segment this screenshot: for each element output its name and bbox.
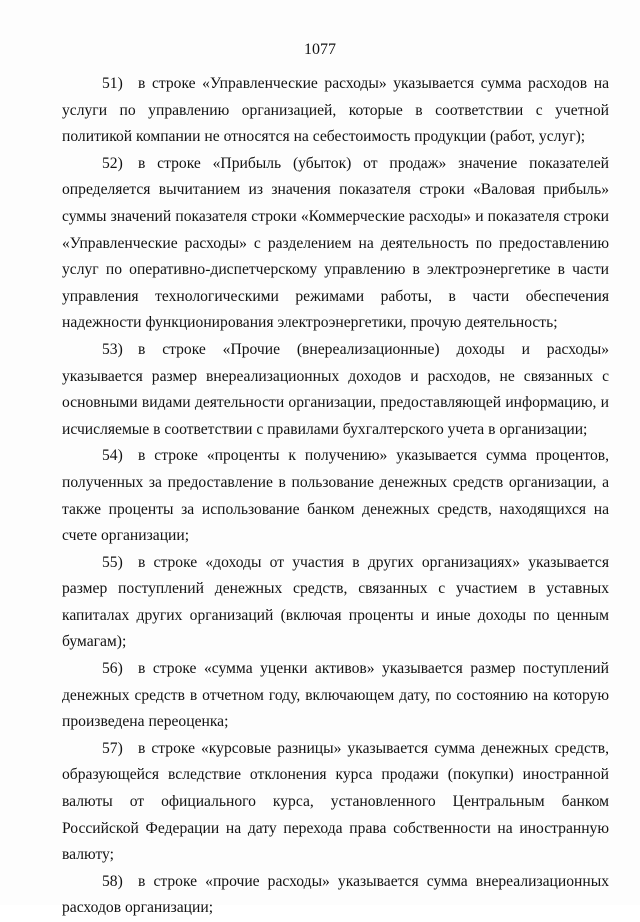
list-item-53	[62, 337, 609, 443]
item-number: 51)	[102, 75, 123, 92]
item-text: в строке «Прочие (внереализационные) доходы и расходы» указывается размер внереализационных доходов и расходов, не связанных с основными видами деятельности организации, предоставляющей информацию, и исчисляемые в соответствии с правилами бухгалтерского учета в организации;	[62, 340, 609, 438]
document-body	[62, 71, 609, 922]
item-number: 57)	[102, 739, 123, 757]
item-text: в строке «проценты к получению» указывается сумма процентов, полученных за предоставление в пользование денежных средств организации, а также проценты за использование банком денежных средств, находящихся на счете организации;	[62, 447, 609, 545]
item-number: 56)	[102, 660, 123, 678]
item-number: 52)	[102, 154, 123, 172]
list-item-55	[62, 550, 609, 656]
list-item-56	[62, 656, 609, 736]
item-text: в строке «курсовые разницы» указывается сумма денежных средств, образующейся вследствие отклонения курса продажи (покупки) иностранной валюты от официального курса, установленного Центральным банком Российской Федерации на дату перехода права собственности на иностранную валюту;	[62, 739, 609, 864]
item-number: 58)	[102, 872, 123, 890]
item-number: 53)	[102, 340, 123, 358]
item-number: 55)	[102, 553, 123, 571]
item-number: 54)	[102, 447, 123, 465]
item-text: в строке «прочие расходы» указывается сумма внереализационных расходов организации;	[62, 872, 609, 917]
list-item-58	[62, 869, 609, 922]
item-text: в строке «Управленческие расходы» указывается сумма расходов на услуги по управлению организацией, которые в соответствии с учетной политикой компании не относятся на себестоимость продукции (работ, услуг);	[62, 75, 609, 146]
list-item-57	[62, 736, 609, 869]
item-text: в строке «сумма уценки активов» указывается размер поступлений денежных средств в отчетном году, включающем дату, по состоянию на которую произведена переоценка;	[62, 660, 609, 731]
page-number: 1077	[304, 41, 336, 58]
list-item-51	[62, 71, 609, 151]
item-text: в строке «доходы от участия в других организациях» указывается размер поступлений денежных средств, связанных с участием в уставных капиталах других организаций (включая проценты и иные доходы по ценным бумагам);	[62, 553, 609, 651]
list-item-54	[62, 443, 609, 549]
list-item-52	[62, 151, 609, 337]
item-text: в строке «Прибыль (убыток) от продаж» значение показателей определяется вычитанием из значения показателя строки «Валовая прибыль» суммы значений показателя строки «Коммерческие расходы» и показателя строки «Управленческие расходы» с разделением на деятельность по предоставлению услуг по оперативно-диспетчерскому управлению в электроэнергетике в части управления технологическими режимами работы, в части обеспечения надежности функционирования электроэнергетики, прочую деятельность;	[62, 154, 609, 332]
